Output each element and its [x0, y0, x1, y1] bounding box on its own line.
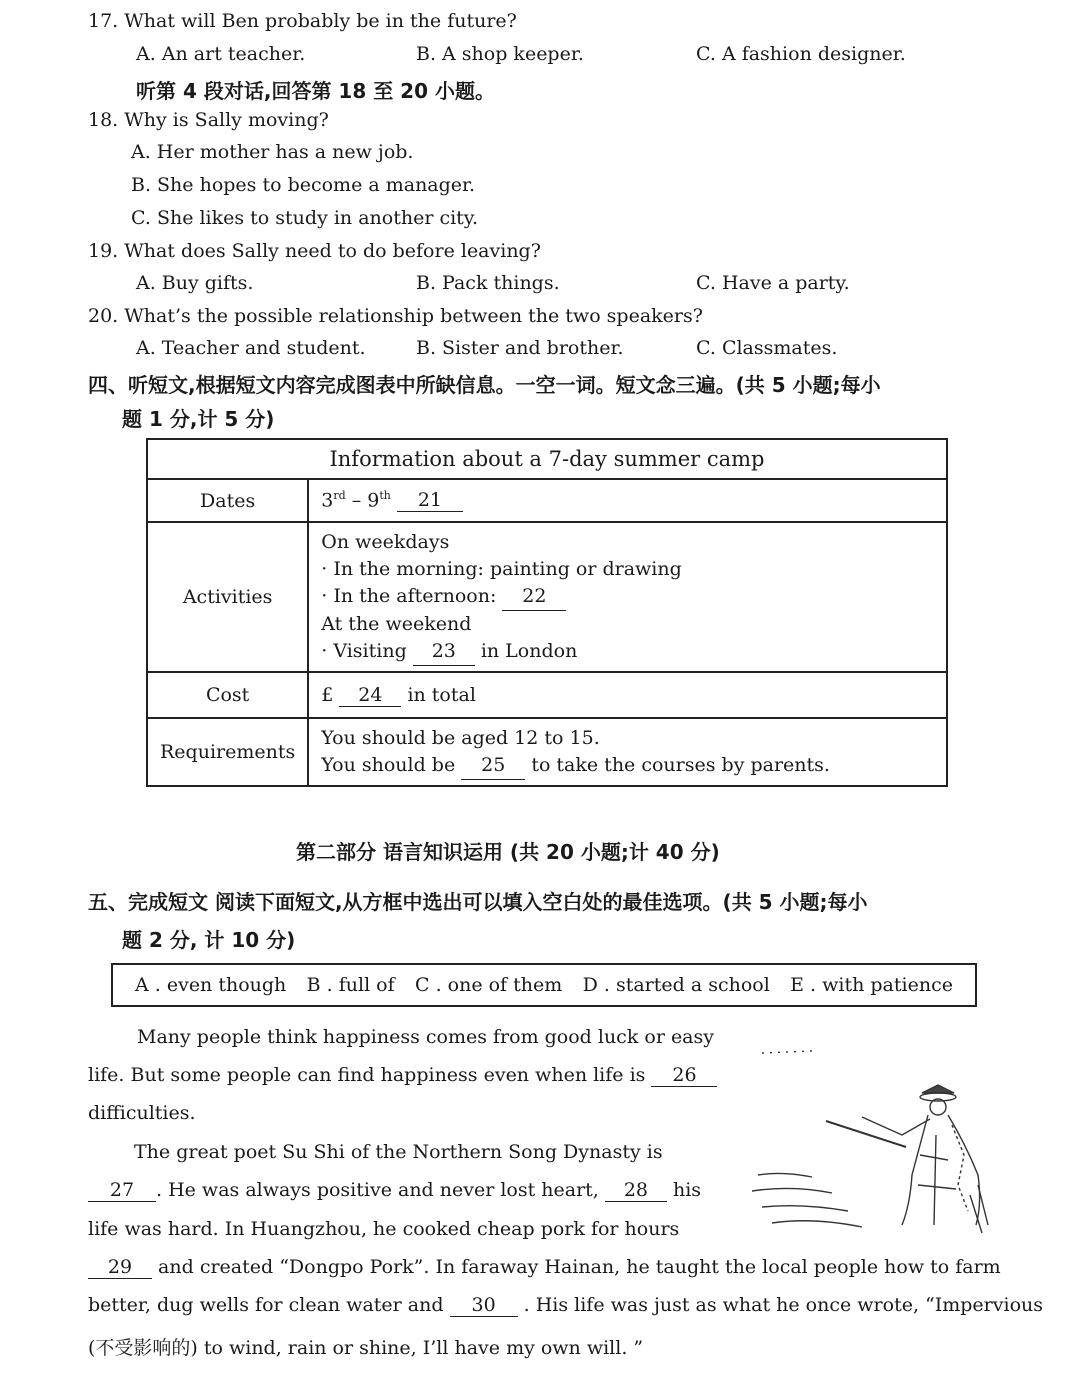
section-4-title-cont: 题 1 分,计 5 分) — [122, 407, 275, 431]
section-5-title-cont: 题 2 分, 计 10 分) — [122, 928, 296, 952]
section-5-title: 五、完成短文 阅读下面短文,从方框中选出可以填入空白处的最佳选项。(共 5 小题;每小 — [88, 890, 868, 914]
question-17 — [88, 10, 517, 32]
passage-line: 29 and created “Dongpo Pork”. In faraway Hainan, he taught the local people how to farm — [88, 1256, 1001, 1279]
blank-26[interactable]: 26 — [651, 1064, 717, 1087]
question-19 — [88, 240, 541, 262]
blank-23[interactable]: 23 — [413, 638, 475, 666]
section-4-title: 四、听短文,根据短文内容完成图表中所缺信息。一空一词。短文念三遍。(共 5 小题;每小 — [88, 373, 881, 397]
option-e-box: E . with patience — [790, 974, 953, 996]
question-text: Why is Sally moving? — [124, 109, 329, 131]
dates-label: Dates — [147, 479, 308, 522]
question-text: What will Ben probably be in the future? — [124, 10, 517, 32]
question-number: 18. — [88, 109, 119, 131]
option-c: C. She likes to study in another city. — [131, 207, 479, 229]
table-caption: Information about a 7-day summer camp — [147, 439, 947, 479]
passage-line: Many people think happiness comes from good luck or easy — [137, 1026, 714, 1048]
option-a: A. Buy gifts. — [136, 272, 254, 294]
question-number: 19. — [88, 240, 119, 262]
cost-label: Cost — [147, 672, 308, 718]
question-number: 17. — [88, 10, 119, 32]
requirements-label: Requirements — [147, 718, 308, 786]
option-b: B. Sister and brother. — [416, 337, 624, 359]
question-20 — [88, 305, 703, 327]
option-a: A. An art teacher. — [136, 43, 306, 65]
passage-line: The great poet Su Shi of the Northern Song Dynasty is — [134, 1141, 663, 1163]
blank-24[interactable]: 24 — [339, 684, 401, 707]
option-b: B. She hopes to become a manager. — [131, 174, 476, 196]
option-c: C. Classmates. — [696, 337, 838, 359]
option-c: C. Have a party. — [696, 272, 850, 294]
summer-camp-table — [146, 438, 948, 787]
passage-line: difficulties. — [88, 1102, 196, 1124]
dialog-instruction: 听第 4 段对话,回答第 18 至 20 小题。 — [136, 79, 495, 103]
dates-value: 3rd – 9th 21 — [308, 479, 947, 522]
options-box — [111, 963, 977, 1007]
question-18 — [88, 109, 329, 131]
option-a: A. Teacher and student. — [136, 337, 366, 359]
passage-line: 27 . He was always positive and never lost heart, 28 his — [88, 1179, 701, 1202]
option-c-box: C . one of them — [415, 974, 563, 996]
passage-line: life was hard. In Huangzhou, he cooked cheap pork for hours — [88, 1218, 680, 1240]
blank-30[interactable]: 30 — [450, 1294, 518, 1317]
passage-line: (不受影响的) to wind, rain or shine, I’ll have my own will. ” — [88, 1337, 644, 1359]
question-text: What’s the possible relationship between the two speakers? — [124, 305, 703, 327]
option-a: A. Her mother has a new job. — [131, 141, 414, 163]
option-d-box: D . started a school — [582, 974, 770, 996]
option-c: C. A fashion designer. — [696, 43, 906, 65]
option-b: B. A shop keeper. — [416, 43, 584, 65]
blank-21[interactable]: 21 — [397, 489, 463, 512]
blank-22[interactable]: 22 — [502, 583, 566, 611]
question-text: What does Sally need to do before leaving? — [124, 240, 541, 262]
option-a-box: A . even though — [135, 974, 287, 996]
blank-29[interactable]: 29 — [88, 1256, 152, 1279]
option-b-box: B . full of — [306, 974, 395, 996]
question-number: 20. — [88, 305, 119, 327]
requirements-value: You should be aged 12 to 15. You should be 25 to take the courses by parents. — [308, 718, 947, 786]
option-b: B. Pack things. — [416, 272, 560, 294]
blank-27[interactable]: 27 — [88, 1179, 156, 1202]
passage-line: life. But some people can find happiness even when life is 26 — [88, 1064, 717, 1087]
blank-28[interactable]: 28 — [605, 1179, 667, 1202]
su-shi-illustration — [752, 1035, 992, 1240]
cost-value: £ 24 in total — [308, 672, 947, 718]
part-2-title: 第二部分 语言知识运用 (共 20 小题;计 40 分) — [296, 840, 720, 864]
activities-label: Activities — [147, 522, 308, 672]
activities-value: On weekdays · In the morning: painting or drawing · In the afternoon: 22 At the weekend · Visiting 23 in London — [308, 522, 947, 672]
blank-25[interactable]: 25 — [461, 752, 525, 780]
passage-line: better, dug wells for clean water and 30 . His life was just as what he once wrote, “Impervious — [88, 1294, 1043, 1316]
